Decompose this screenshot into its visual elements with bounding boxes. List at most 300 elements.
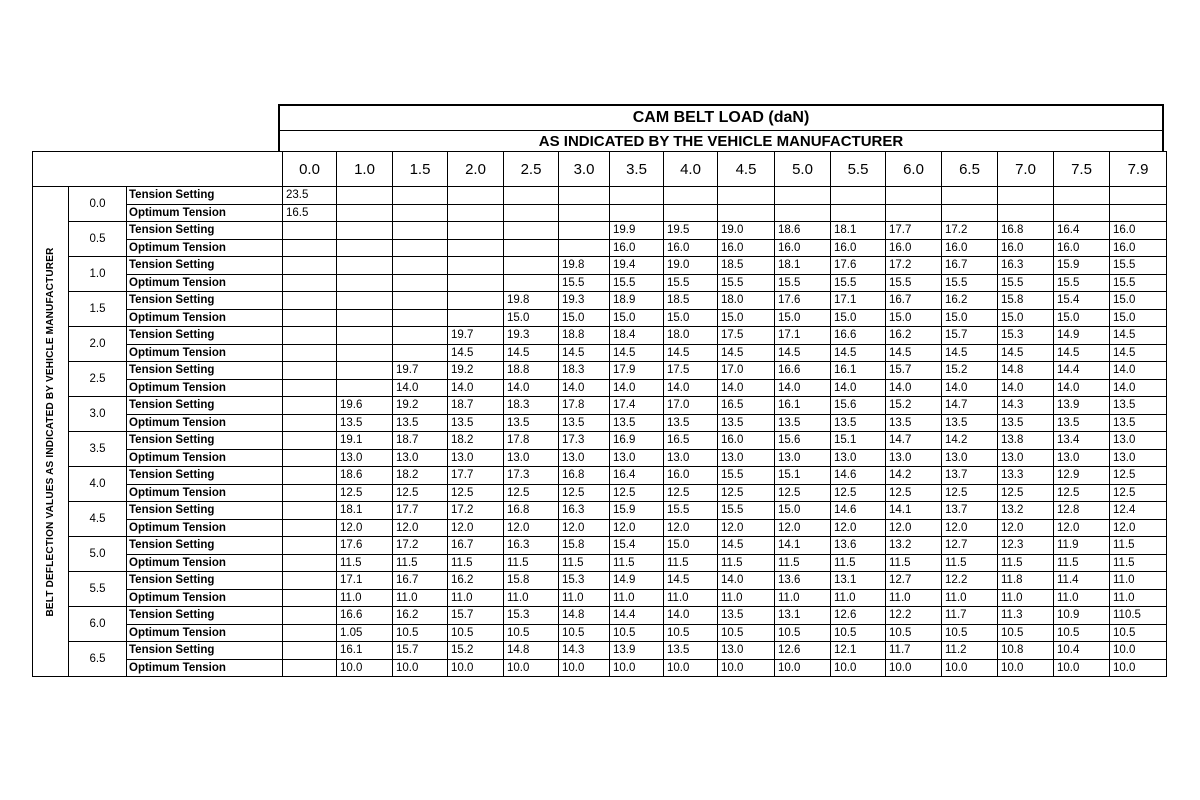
optimum-tension-label: Optimum Tension [127,379,283,397]
optimum-tension-cell: 13.0 [718,449,775,467]
optimum-tension-cell: 13.0 [610,449,664,467]
tension-setting-cell: 16.6 [775,362,831,380]
tension-setting-cell: 13.1 [775,607,831,625]
deflection-value: 6.5 [69,642,127,677]
tension-setting-cell: 12.2 [942,572,998,590]
optimum-tension-cell: 15.0 [886,309,942,327]
tension-setting-cell: 17.6 [775,292,831,310]
tension-setting-cell: 19.0 [664,257,718,275]
tension-setting-label: Tension Setting [127,292,283,310]
tension-setting-cell: 16.7 [942,257,998,275]
tension-setting-cell: 16.2 [942,292,998,310]
optimum-tension-cell: 11.5 [337,554,393,572]
table-row [33,204,1167,222]
optimum-tension-cell: 13.5 [1110,414,1167,432]
tension-setting-cell: 15.7 [393,642,448,660]
tension-setting-cell: 16.0 [718,432,775,450]
tension-setting-cell: 16.8 [504,502,559,520]
table-row [33,607,1167,625]
optimum-tension-cell: 10.5 [942,624,998,642]
table-row [33,449,1167,467]
tension-setting-cell: 17.0 [664,397,718,415]
tension-setting-cell: 16.5 [718,397,775,415]
optimum-tension-cell: 16.0 [942,239,998,257]
optimum-tension-cell: 11.0 [393,589,448,607]
tension-setting-cell: 12.8 [1054,502,1110,520]
optimum-tension-cell: 13.0 [337,449,393,467]
optimum-tension-cell [283,659,337,677]
optimum-tension-cell: 11.0 [1054,589,1110,607]
tension-setting-cell [283,642,337,660]
optimum-tension-cell [448,274,504,292]
optimum-tension-cell: 12.5 [448,484,504,502]
tension-setting-cell: 16.3 [504,537,559,555]
optimum-tension-cell: 15.5 [664,274,718,292]
optimum-tension-cell: 10.0 [664,659,718,677]
tension-setting-cell: 18.7 [393,432,448,450]
tension-setting-cell: 17.2 [942,222,998,240]
tension-setting-cell [283,467,337,485]
optimum-tension-cell: 11.0 [886,589,942,607]
optimum-tension-cell: 11.5 [448,554,504,572]
tension-setting-cell: 18.5 [664,292,718,310]
optimum-tension-cell [504,274,559,292]
tension-setting-cell [337,257,393,275]
optimum-tension-cell: 11.5 [1054,554,1110,572]
optimum-tension-cell [337,274,393,292]
optimum-tension-cell: 15.0 [559,309,610,327]
tension-setting-cell: 15.3 [559,572,610,590]
optimum-tension-cell [559,239,610,257]
optimum-tension-cell [283,379,337,397]
deflection-value: 1.0 [69,257,127,292]
optimum-tension-cell: 11.5 [831,554,886,572]
optimum-tension-cell: 12.0 [775,519,831,537]
table-row [33,519,1167,537]
tension-setting-cell: 14.8 [559,607,610,625]
load-header-cell: 7.0 [998,152,1054,187]
tension-setting-cell: 17.7 [448,467,504,485]
optimum-tension-cell: 12.5 [559,484,610,502]
optimum-tension-cell: 12.5 [718,484,775,502]
optimum-tension-cell: 11.0 [504,589,559,607]
tension-setting-cell [283,397,337,415]
optimum-tension-cell: 16.0 [1110,239,1167,257]
optimum-tension-cell: 10.5 [1110,624,1167,642]
optimum-tension-cell: 15.5 [718,274,775,292]
optimum-tension-cell: 11.0 [775,589,831,607]
optimum-tension-cell: 14.0 [504,379,559,397]
tension-setting-cell: 14.6 [831,467,886,485]
optimum-tension-cell: 16.0 [775,239,831,257]
load-header-cell: 3.0 [559,152,610,187]
table-row [33,414,1167,432]
table-row [33,257,1167,275]
table-row [33,659,1167,677]
optimum-tension-cell [610,204,664,222]
tension-setting-cell: 11.5 [1110,537,1167,555]
tension-setting-cell: 19.6 [337,397,393,415]
optimum-tension-cell: 10.5 [610,624,664,642]
tension-setting-cell [393,292,448,310]
tension-setting-cell: 16.8 [998,222,1054,240]
optimum-tension-cell: 11.0 [831,589,886,607]
tension-setting-cell: 12.3 [998,537,1054,555]
tension-setting-cell: 15.2 [942,362,998,380]
tension-setting-cell: 14.7 [886,432,942,450]
tension-setting-cell: 17.5 [664,362,718,380]
optimum-tension-cell: 10.0 [393,659,448,677]
optimum-tension-cell: 12.0 [393,519,448,537]
tension-setting-cell: 17.2 [448,502,504,520]
optimum-tension-cell: 13.0 [942,449,998,467]
optimum-tension-cell: 10.0 [775,659,831,677]
tension-setting-cell: 17.8 [559,397,610,415]
tension-setting-label: Tension Setting [127,607,283,625]
deflection-value: 3.0 [69,397,127,432]
optimum-tension-cell: 12.0 [664,519,718,537]
optimum-tension-cell: 15.0 [998,309,1054,327]
tension-setting-cell: 17.6 [831,257,886,275]
optimum-tension-cell [283,309,337,327]
tension-setting-label: Tension Setting [127,187,283,205]
optimum-tension-cell [886,204,942,222]
tension-setting-cell: 15.8 [504,572,559,590]
tension-setting-cell: 19.7 [448,327,504,345]
optimum-tension-cell [998,204,1054,222]
tension-setting-cell [393,257,448,275]
optimum-tension-cell: 16.0 [1054,239,1110,257]
optimum-tension-cell: 11.0 [559,589,610,607]
tension-setting-cell: 12.7 [886,572,942,590]
tension-setting-cell: 19.2 [448,362,504,380]
tension-setting-cell: 13.3 [998,467,1054,485]
optimum-tension-cell [283,274,337,292]
tension-setting-cell [775,187,831,205]
tension-setting-cell: 15.9 [610,502,664,520]
optimum-tension-cell: 13.5 [831,414,886,432]
optimum-tension-cell: 12.5 [1054,484,1110,502]
tension-setting-cell: 12.5 [1110,467,1167,485]
optimum-tension-cell: 13.0 [998,449,1054,467]
tension-setting-cell [283,362,337,380]
tension-setting-cell: 14.9 [610,572,664,590]
optimum-tension-cell: 14.5 [831,344,886,362]
tension-setting-cell: 11.9 [1054,537,1110,555]
tension-setting-label: Tension Setting [127,432,283,450]
table-row [33,344,1167,362]
tension-setting-cell: 13.5 [718,607,775,625]
tension-setting-cell: 13.5 [1110,397,1167,415]
optimum-tension-cell: 10.0 [718,659,775,677]
tension-setting-label: Tension Setting [127,467,283,485]
tension-setting-cell [1054,187,1110,205]
optimum-tension-cell: 12.5 [337,484,393,502]
load-header-cell: 4.5 [718,152,775,187]
tension-setting-cell: 14.8 [504,642,559,660]
tension-setting-cell: 11.3 [998,607,1054,625]
optimum-tension-cell: 13.0 [393,449,448,467]
tension-setting-cell: 11.2 [942,642,998,660]
optimum-tension-cell: 11.0 [448,589,504,607]
load-header-cell: 4.0 [664,152,718,187]
optimum-tension-cell: 13.0 [831,449,886,467]
optimum-tension-cell: 15.0 [664,309,718,327]
optimum-tension-cell: 14.0 [942,379,998,397]
tension-setting-cell: 17.2 [886,257,942,275]
optimum-tension-cell: 14.0 [718,379,775,397]
table-row [33,624,1167,642]
optimum-tension-cell: 13.0 [504,449,559,467]
tension-setting-cell: 16.1 [337,642,393,660]
tension-setting-cell: 15.4 [1054,292,1110,310]
load-header-cell: 5.0 [775,152,831,187]
optimum-tension-cell: 10.0 [998,659,1054,677]
tension-setting-cell: 14.8 [998,362,1054,380]
tension-setting-cell [1110,187,1167,205]
tension-setting-cell [283,327,337,345]
optimum-tension-cell [283,624,337,642]
tension-setting-cell: 14.4 [1054,362,1110,380]
tension-setting-cell: 18.6 [337,467,393,485]
tension-setting-cell: 15.3 [998,327,1054,345]
tension-setting-cell: 17.9 [610,362,664,380]
optimum-tension-cell: 12.5 [1110,484,1167,502]
optimum-tension-cell: 14.0 [1110,379,1167,397]
tension-setting-label: Tension Setting [127,222,283,240]
optimum-tension-cell [283,554,337,572]
tension-setting-cell: 16.0 [1110,222,1167,240]
optimum-tension-cell [393,239,448,257]
load-header-cell: 0.0 [283,152,337,187]
tension-setting-cell [448,292,504,310]
tension-setting-cell [283,257,337,275]
optimum-tension-cell: 10.5 [775,624,831,642]
tension-setting-cell: 12.6 [775,642,831,660]
tension-setting-cell: 15.6 [775,432,831,450]
optimum-tension-cell: 12.0 [942,519,998,537]
tension-setting-cell: 17.3 [559,432,610,450]
optimum-tension-label: Optimum Tension [127,449,283,467]
tension-setting-cell: 13.7 [942,467,998,485]
optimum-tension-cell: 16.0 [886,239,942,257]
tension-setting-cell: 17.6 [337,537,393,555]
tension-setting-cell: 17.7 [886,222,942,240]
tension-setting-cell [337,222,393,240]
tension-setting-cell: 14.5 [664,572,718,590]
optimum-tension-cell: 14.0 [559,379,610,397]
tension-setting-cell: 15.4 [610,537,664,555]
tension-setting-cell: 13.4 [1054,432,1110,450]
optimum-tension-cell [504,239,559,257]
tension-setting-cell: 19.8 [559,257,610,275]
tension-setting-label: Tension Setting [127,502,283,520]
tension-setting-cell: 17.2 [393,537,448,555]
optimum-tension-cell: 11.0 [664,589,718,607]
optimum-tension-cell: 12.5 [831,484,886,502]
optimum-tension-cell [775,204,831,222]
optimum-tension-cell: 12.5 [610,484,664,502]
optimum-tension-cell: 15.0 [504,309,559,327]
tension-setting-cell: 12.6 [831,607,886,625]
optimum-tension-cell [1110,204,1167,222]
deflection-value: 2.0 [69,327,127,362]
tension-setting-cell: 16.4 [610,467,664,485]
table-row [33,309,1167,327]
tension-setting-cell [283,537,337,555]
tension-setting-cell: 10.4 [1054,642,1110,660]
optimum-tension-cell: 13.5 [559,414,610,432]
tension-setting-cell [504,222,559,240]
tension-setting-cell: 15.6 [831,397,886,415]
tension-setting-cell: 17.4 [610,397,664,415]
optimum-tension-cell [448,239,504,257]
tension-setting-cell: 16.8 [559,467,610,485]
deflection-value: 0.5 [69,222,127,257]
optimum-tension-cell [283,414,337,432]
optimum-tension-cell [664,204,718,222]
optimum-tension-cell: 10.5 [393,624,448,642]
optimum-tension-cell [337,344,393,362]
optimum-tension-cell: 11.5 [998,554,1054,572]
optimum-tension-cell [283,344,337,362]
load-header-cell: 2.0 [448,152,504,187]
tension-setting-cell: 18.2 [448,432,504,450]
tension-setting-cell: 18.3 [559,362,610,380]
tension-setting-cell [831,187,886,205]
optimum-tension-cell: 10.0 [886,659,942,677]
optimum-tension-label: Optimum Tension [127,589,283,607]
optimum-tension-cell [393,344,448,362]
table-row [33,239,1167,257]
optimum-tension-cell: 11.5 [664,554,718,572]
optimum-tension-cell: 16.0 [610,239,664,257]
optimum-tension-cell: 15.5 [1054,274,1110,292]
tension-setting-cell: 19.1 [337,432,393,450]
optimum-tension-cell: 10.0 [559,659,610,677]
table-row [33,187,1167,205]
tension-setting-cell: 19.5 [664,222,718,240]
tension-setting-cell: 17.0 [718,362,775,380]
optimum-tension-cell [337,309,393,327]
tension-setting-cell: 19.3 [504,327,559,345]
tension-setting-cell: 13.9 [610,642,664,660]
tension-setting-cell: 16.7 [448,537,504,555]
load-header-cell: 7.5 [1054,152,1110,187]
optimum-tension-cell: 13.5 [504,414,559,432]
tension-setting-cell: 11.7 [942,607,998,625]
tension-setting-cell [393,187,448,205]
optimum-tension-cell: 14.0 [1054,379,1110,397]
deflection-value: 5.5 [69,572,127,607]
optimum-tension-cell: 15.5 [831,274,886,292]
optimum-tension-cell: 12.0 [337,519,393,537]
table-title-box [278,104,1164,152]
optimum-tension-cell: 13.5 [942,414,998,432]
tension-setting-cell: 13.2 [886,537,942,555]
optimum-tension-cell: 12.0 [504,519,559,537]
tension-setting-cell: 16.1 [831,362,886,380]
optimum-tension-cell: 14.5 [1110,344,1167,362]
table-row [33,362,1167,380]
optimum-tension-cell: 11.0 [610,589,664,607]
table-row [33,292,1167,310]
tension-setting-cell: 12.2 [886,607,942,625]
tension-setting-cell: 18.0 [664,327,718,345]
tension-setting-cell: 15.7 [886,362,942,380]
optimum-tension-cell [718,204,775,222]
optimum-tension-cell: 13.5 [718,414,775,432]
tension-setting-cell: 15.8 [998,292,1054,310]
optimum-tension-cell: 10.0 [448,659,504,677]
optimum-tension-cell: 13.0 [664,449,718,467]
optimum-tension-cell: 14.5 [559,344,610,362]
optimum-tension-cell: 10.5 [504,624,559,642]
optimum-tension-cell: 10.5 [886,624,942,642]
optimum-tension-cell: 11.0 [998,589,1054,607]
tension-setting-cell [283,572,337,590]
optimum-tension-cell: 14.5 [448,344,504,362]
optimum-tension-cell [283,589,337,607]
optimum-tension-cell: 11.5 [718,554,775,572]
optimum-tension-cell: 10.0 [942,659,998,677]
tension-setting-cell [393,222,448,240]
optimum-tension-cell: 13.0 [559,449,610,467]
tension-setting-cell: 14.1 [886,502,942,520]
optimum-tension-cell: 1.05 [337,624,393,642]
optimum-tension-cell: 10.5 [448,624,504,642]
deflection-value: 3.5 [69,432,127,467]
optimum-tension-label: Optimum Tension [127,239,283,257]
optimum-tension-cell [1054,204,1110,222]
optimum-tension-cell: 10.0 [504,659,559,677]
optimum-tension-cell: 13.5 [886,414,942,432]
tension-setting-cell: 14.0 [664,607,718,625]
tension-setting-cell: 18.4 [610,327,664,345]
optimum-tension-cell: 14.0 [831,379,886,397]
tension-setting-cell: 17.7 [393,502,448,520]
tension-setting-cell [504,187,559,205]
tension-setting-cell: 17.1 [775,327,831,345]
optimum-tension-cell: 13.5 [664,414,718,432]
tension-setting-cell [886,187,942,205]
optimum-tension-cell: 12.5 [504,484,559,502]
optimum-tension-cell: 12.0 [831,519,886,537]
tension-setting-cell: 16.7 [886,292,942,310]
tension-setting-cell: 15.9 [1054,257,1110,275]
tension-setting-cell [283,502,337,520]
tension-setting-cell: 14.6 [831,502,886,520]
load-header-cell: 6.0 [886,152,942,187]
tension-setting-cell [942,187,998,205]
optimum-tension-cell: 14.5 [942,344,998,362]
tension-setting-cell [283,432,337,450]
optimum-tension-cell: 13.5 [448,414,504,432]
optimum-tension-cell: 11.0 [337,589,393,607]
tension-setting-cell: 15.0 [1110,292,1167,310]
optimum-tension-cell [393,274,448,292]
tension-setting-label: Tension Setting [127,537,283,555]
tension-setting-cell: 15.5 [718,502,775,520]
tension-setting-cell: 14.3 [559,642,610,660]
optimum-tension-cell: 13.0 [448,449,504,467]
optimum-tension-cell: 13.5 [775,414,831,432]
optimum-tension-label: Optimum Tension [127,659,283,677]
optimum-tension-cell: 10.5 [998,624,1054,642]
tension-setting-cell: 18.3 [504,397,559,415]
tension-setting-cell: 14.1 [775,537,831,555]
optimum-tension-cell: 12.0 [998,519,1054,537]
